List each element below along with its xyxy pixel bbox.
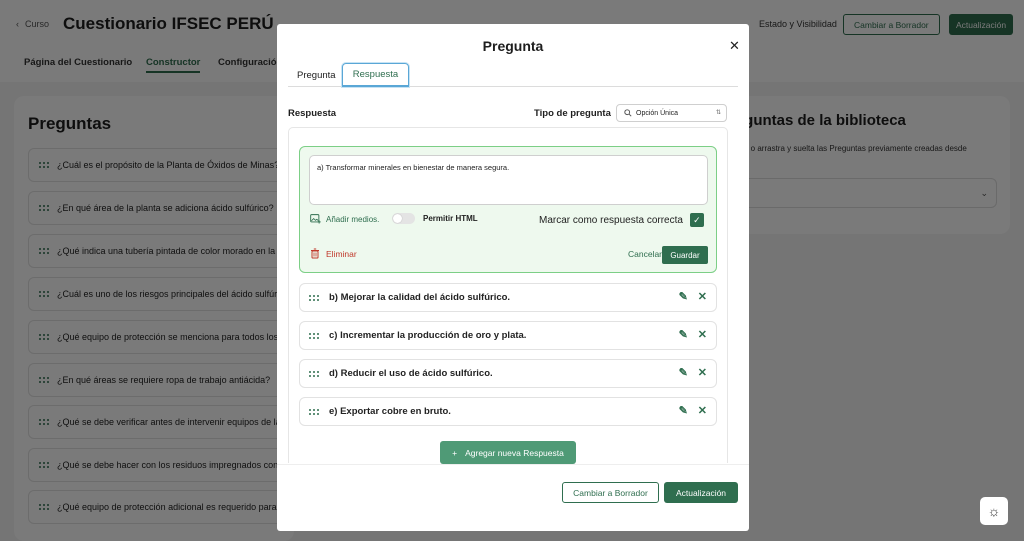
plus-icon: + [452,447,458,458]
answer-text: b) Mejorar la calidad del ácido sulfúrico. [329,292,511,303]
allow-html-label: Permitir HTML [423,214,478,223]
tab-question[interactable]: Pregunta [297,69,336,81]
modal-draft-button[interactable]: Cambiar a Borrador [562,482,659,503]
question-modal [277,24,749,531]
close-icon[interactable]: ✕ [697,329,707,341]
answer-text: c) Incrementar la producción de oro y plata. [329,330,527,341]
edit-icon[interactable]: ✎ [678,367,688,379]
answer-text-input[interactable]: a) Transformar minerales en bienestar de manera segura. [309,155,708,205]
add-answer-label: Agregar nueva Respuesta [465,447,564,458]
modal-tabs [288,63,738,87]
checkbox-checked-icon[interactable]: ✓ [690,213,704,227]
drag-handle-icon[interactable] [309,371,319,377]
add-media-label: Añadir medios. [326,214,380,224]
save-button[interactable]: Guardar [662,246,708,264]
answer-edit-card [299,146,717,273]
footer-divider [277,464,749,465]
question-type-value: Opción Única [636,109,679,117]
question-type-label: Tipo de pregunta [534,108,611,119]
allow-html-toggle[interactable] [392,213,478,224]
cancel-button[interactable]: Cancelar [628,249,663,259]
select-arrows-icon: ⇅ [715,110,721,116]
answer-row[interactable] [299,359,717,388]
answer-row[interactable] [299,283,717,312]
trash-icon [310,248,320,259]
toggle-switch[interactable] [392,213,415,224]
delete-answer-button[interactable] [310,248,357,259]
mark-correct-label: Marcar como respuesta correcta [539,214,683,226]
add-media-button[interactable] [310,214,379,224]
close-icon[interactable]: ✕ [729,38,740,53]
theme-toggle-button[interactable] [980,497,1008,525]
edit-icon[interactable]: ✎ [678,329,688,341]
close-icon[interactable]: ✕ [697,405,707,417]
answer-section-label: Respuesta [288,108,337,119]
image-add-icon [310,214,321,224]
answer-row[interactable] [299,397,717,426]
search-icon [624,109,632,117]
modal-update-button[interactable]: Actualización [664,482,738,503]
add-answer-button[interactable] [440,441,576,464]
mark-correct-option[interactable] [539,213,704,227]
answers-list[interactable] [288,127,728,463]
answer-row[interactable] [299,321,717,350]
drag-handle-icon[interactable] [309,409,319,415]
answer-text: d) Reducir el uso de ácido sulfúrico. [329,368,493,379]
question-type-select[interactable] [616,104,727,122]
delete-label: Eliminar [326,248,357,259]
tab-answer[interactable]: Respuesta [342,63,409,87]
drag-handle-icon[interactable] [309,295,319,301]
edit-icon[interactable]: ✎ [678,291,688,303]
sun-icon: ☼ [987,503,1001,519]
answer-text: e) Exportar cobre en bruto. [329,406,451,417]
modal-title: Pregunta [482,38,544,54]
edit-icon[interactable]: ✎ [678,405,688,417]
close-icon[interactable]: ✕ [697,367,707,379]
close-icon[interactable]: ✕ [697,291,707,303]
drag-handle-icon[interactable] [309,333,319,339]
